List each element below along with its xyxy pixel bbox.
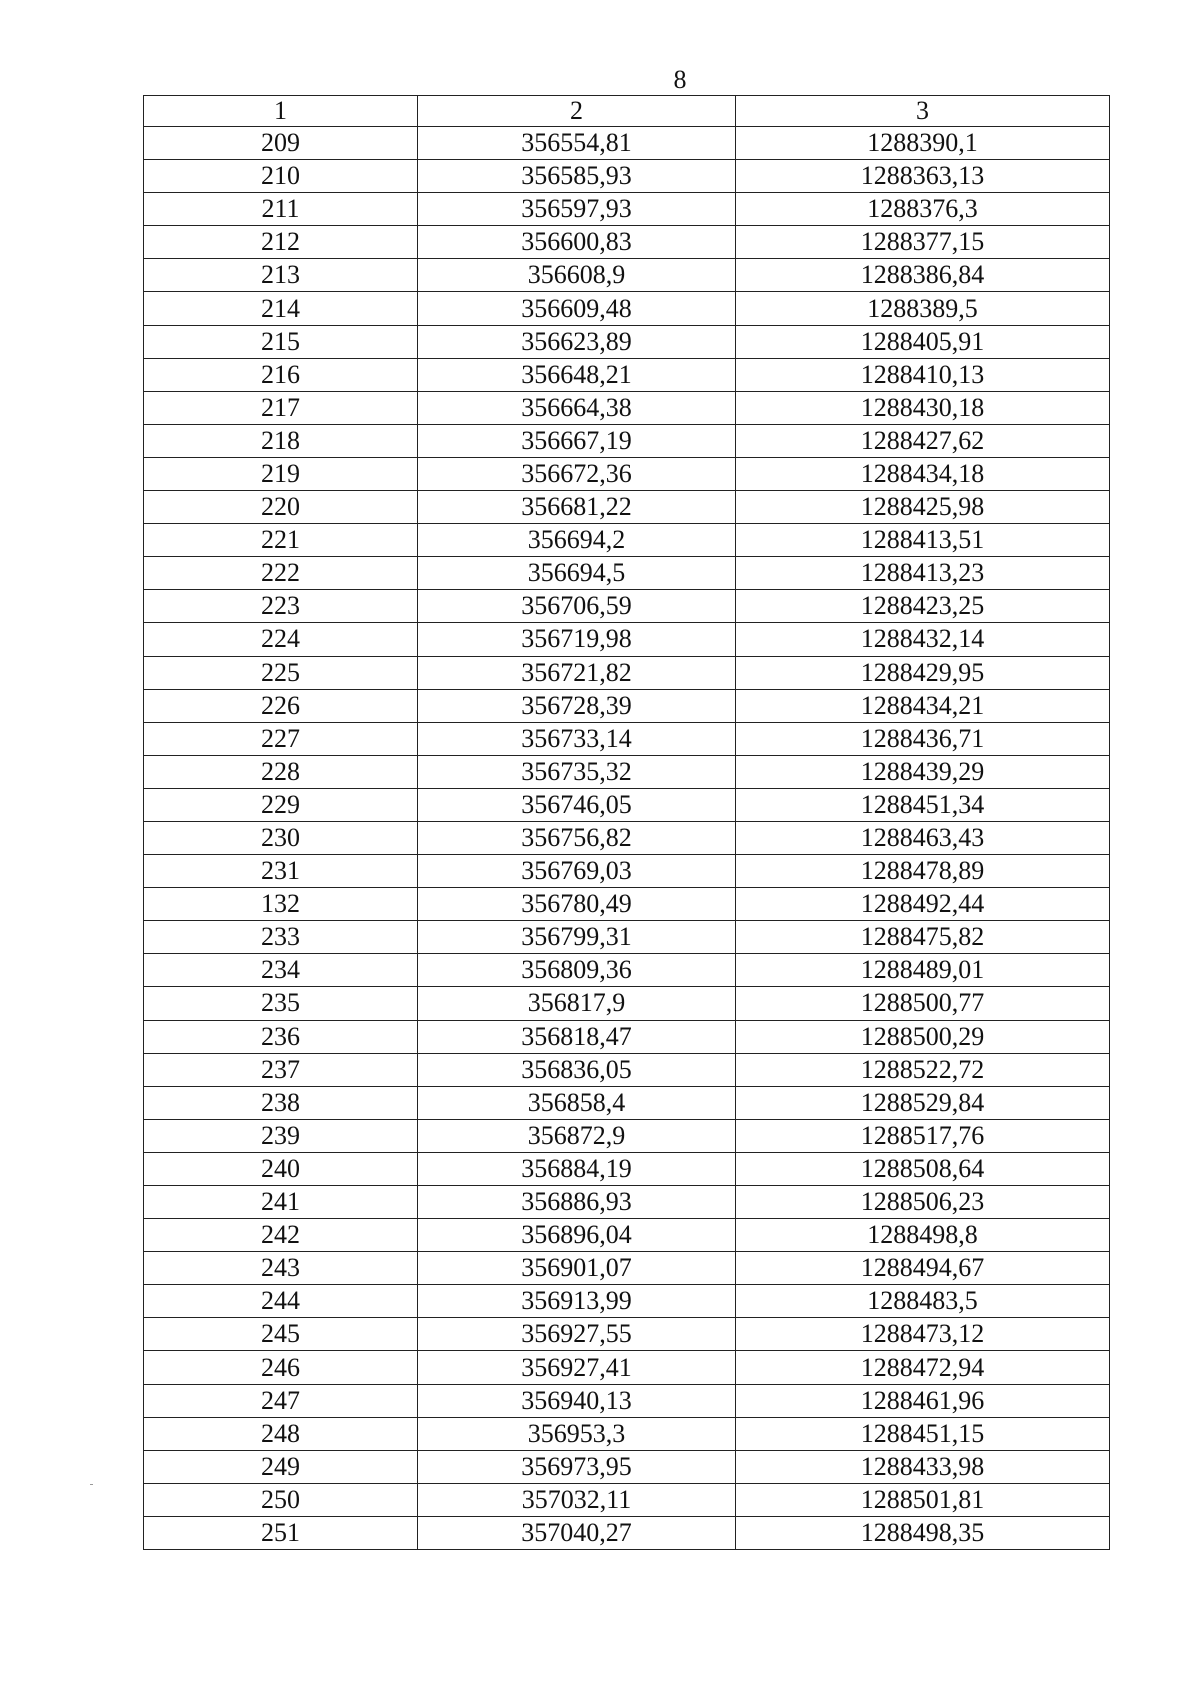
table-row xyxy=(144,1318,1110,1351)
cell-y-coordinate: 1288529,84 xyxy=(736,1086,1110,1119)
table-row xyxy=(144,1186,1110,1219)
page-number: 8 xyxy=(673,65,687,94)
cell-y-coordinate: 1288427,62 xyxy=(736,424,1110,457)
cell-y-coordinate: 1288434,21 xyxy=(736,689,1110,722)
cell-y-coordinate: 1288494,67 xyxy=(736,1252,1110,1285)
table-row xyxy=(144,590,1110,623)
cell-point-number: 230 xyxy=(144,821,418,854)
table-header-row xyxy=(144,96,1110,127)
cell-y-coordinate: 1288451,15 xyxy=(736,1417,1110,1450)
cell-y-coordinate: 1288390,1 xyxy=(736,127,1110,160)
cell-y-coordinate: 1288489,01 xyxy=(736,954,1110,987)
cell-y-coordinate: 1288498,8 xyxy=(736,1219,1110,1252)
table-row xyxy=(144,557,1110,590)
cell-y-coordinate: 1288492,44 xyxy=(736,888,1110,921)
cell-y-coordinate: 1288472,94 xyxy=(736,1351,1110,1384)
cell-point-number: 224 xyxy=(144,623,418,656)
cell-x-coordinate: 356809,36 xyxy=(418,954,736,987)
table-row xyxy=(144,888,1110,921)
table-row xyxy=(144,656,1110,689)
cell-x-coordinate: 356836,05 xyxy=(418,1053,736,1086)
cell-y-coordinate: 1288483,5 xyxy=(736,1285,1110,1318)
cell-y-coordinate: 1288498,35 xyxy=(736,1516,1110,1549)
table-body xyxy=(144,96,1110,1550)
cell-x-coordinate: 356913,99 xyxy=(418,1285,736,1318)
cell-point-number: 222 xyxy=(144,557,418,590)
cell-y-coordinate: 1288433,98 xyxy=(736,1450,1110,1483)
cell-x-coordinate: 356940,13 xyxy=(418,1384,736,1417)
table-row xyxy=(144,1483,1110,1516)
cell-point-number: 249 xyxy=(144,1450,418,1483)
cell-x-coordinate: 356597,93 xyxy=(418,193,736,226)
cell-x-coordinate: 356756,82 xyxy=(418,821,736,854)
cell-point-number: 221 xyxy=(144,524,418,557)
cell-y-coordinate: 1288386,84 xyxy=(736,259,1110,292)
cell-point-number: 216 xyxy=(144,358,418,391)
cell-x-coordinate: 356733,14 xyxy=(418,722,736,755)
cell-y-coordinate: 1288461,96 xyxy=(736,1384,1110,1417)
cell-point-number: 242 xyxy=(144,1219,418,1252)
table-row xyxy=(144,689,1110,722)
table-row xyxy=(144,1351,1110,1384)
cell-y-coordinate: 1288500,29 xyxy=(736,1020,1110,1053)
cell-y-coordinate: 1288463,43 xyxy=(736,821,1110,854)
cell-x-coordinate: 356554,81 xyxy=(418,127,736,160)
cell-point-number: 243 xyxy=(144,1252,418,1285)
cell-x-coordinate: 356818,47 xyxy=(418,1020,736,1053)
cell-point-number: 244 xyxy=(144,1285,418,1318)
cell-y-coordinate: 1288436,71 xyxy=(736,722,1110,755)
cell-point-number: 215 xyxy=(144,325,418,358)
cell-x-coordinate: 356694,5 xyxy=(418,557,736,590)
cell-x-coordinate: 356901,07 xyxy=(418,1252,736,1285)
cell-y-coordinate: 1288389,5 xyxy=(736,292,1110,325)
cell-point-number: 225 xyxy=(144,656,418,689)
table-row xyxy=(144,722,1110,755)
cell-point-number: 247 xyxy=(144,1384,418,1417)
cell-point-number: 234 xyxy=(144,954,418,987)
cell-point-number: 226 xyxy=(144,689,418,722)
table-row xyxy=(144,524,1110,557)
table-row xyxy=(144,391,1110,424)
cell-y-coordinate: 1288475,82 xyxy=(736,921,1110,954)
coordinates-table xyxy=(143,95,1110,1550)
table-row xyxy=(144,1450,1110,1483)
cell-point-number: 237 xyxy=(144,1053,418,1086)
table-row xyxy=(144,1053,1110,1086)
cell-x-coordinate: 356672,36 xyxy=(418,457,736,490)
cell-x-coordinate: 356681,22 xyxy=(418,491,736,524)
cell-y-coordinate: 1288423,25 xyxy=(736,590,1110,623)
table-row xyxy=(144,1119,1110,1152)
cell-x-coordinate: 356664,38 xyxy=(418,391,736,424)
cell-point-number: 210 xyxy=(144,160,418,193)
cell-point-number: 220 xyxy=(144,491,418,524)
cell-x-coordinate: 356735,32 xyxy=(418,755,736,788)
cell-point-number: 217 xyxy=(144,391,418,424)
table-row xyxy=(144,788,1110,821)
cell-point-number: 212 xyxy=(144,226,418,259)
table-row xyxy=(144,1417,1110,1450)
table-row xyxy=(144,1086,1110,1119)
cell-x-coordinate: 356728,39 xyxy=(418,689,736,722)
scan-speck xyxy=(90,1484,93,1485)
table-row xyxy=(144,160,1110,193)
cell-y-coordinate: 1288413,51 xyxy=(736,524,1110,557)
cell-point-number: 236 xyxy=(144,1020,418,1053)
cell-point-number: 233 xyxy=(144,921,418,954)
header-cell-x: 2 xyxy=(418,96,736,127)
table-row xyxy=(144,855,1110,888)
cell-x-coordinate: 356927,55 xyxy=(418,1318,736,1351)
cell-point-number: 229 xyxy=(144,788,418,821)
cell-y-coordinate: 1288478,89 xyxy=(736,855,1110,888)
cell-y-coordinate: 1288508,64 xyxy=(736,1152,1110,1185)
cell-point-number: 239 xyxy=(144,1119,418,1152)
cell-y-coordinate: 1288376,3 xyxy=(736,193,1110,226)
cell-point-number: 228 xyxy=(144,755,418,788)
cell-x-coordinate: 356746,05 xyxy=(418,788,736,821)
cell-point-number: 250 xyxy=(144,1483,418,1516)
cell-x-coordinate: 356953,3 xyxy=(418,1417,736,1450)
cell-y-coordinate: 1288522,72 xyxy=(736,1053,1110,1086)
table-row xyxy=(144,259,1110,292)
cell-x-coordinate: 356927,41 xyxy=(418,1351,736,1384)
cell-x-coordinate: 356694,2 xyxy=(418,524,736,557)
cell-y-coordinate: 1288425,98 xyxy=(736,491,1110,524)
cell-x-coordinate: 356600,83 xyxy=(418,226,736,259)
cell-x-coordinate: 356884,19 xyxy=(418,1152,736,1185)
cell-point-number: 211 xyxy=(144,193,418,226)
table-row xyxy=(144,457,1110,490)
cell-point-number: 213 xyxy=(144,259,418,292)
table-row xyxy=(144,1384,1110,1417)
table-row xyxy=(144,226,1110,259)
cell-point-number: 241 xyxy=(144,1186,418,1219)
table-row xyxy=(144,193,1110,226)
cell-y-coordinate: 1288439,29 xyxy=(736,755,1110,788)
cell-x-coordinate: 356973,95 xyxy=(418,1450,736,1483)
cell-y-coordinate: 1288434,18 xyxy=(736,457,1110,490)
table-row xyxy=(144,954,1110,987)
table-row xyxy=(144,1219,1110,1252)
table-row xyxy=(144,1152,1110,1185)
cell-x-coordinate: 356667,19 xyxy=(418,424,736,457)
table-row xyxy=(144,1020,1110,1053)
cell-point-number: 223 xyxy=(144,590,418,623)
cell-x-coordinate: 356623,89 xyxy=(418,325,736,358)
cell-x-coordinate: 356799,31 xyxy=(418,921,736,954)
cell-point-number: 246 xyxy=(144,1351,418,1384)
table-row xyxy=(144,358,1110,391)
cell-y-coordinate: 1288506,23 xyxy=(736,1186,1110,1219)
cell-point-number: 209 xyxy=(144,127,418,160)
cell-point-number: 248 xyxy=(144,1417,418,1450)
cell-point-number: 219 xyxy=(144,457,418,490)
cell-point-number: 240 xyxy=(144,1152,418,1185)
cell-x-coordinate: 356769,03 xyxy=(418,855,736,888)
cell-x-coordinate: 356780,49 xyxy=(418,888,736,921)
cell-point-number: 218 xyxy=(144,424,418,457)
table-row xyxy=(144,491,1110,524)
cell-x-coordinate: 356721,82 xyxy=(418,656,736,689)
cell-y-coordinate: 1288377,15 xyxy=(736,226,1110,259)
cell-x-coordinate: 356608,9 xyxy=(418,259,736,292)
cell-x-coordinate: 356648,21 xyxy=(418,358,736,391)
header-cell-point: 1 xyxy=(144,96,418,127)
cell-y-coordinate: 1288473,12 xyxy=(736,1318,1110,1351)
cell-x-coordinate: 357040,27 xyxy=(418,1516,736,1549)
cell-y-coordinate: 1288405,91 xyxy=(736,325,1110,358)
table-row xyxy=(144,1285,1110,1318)
cell-point-number: 227 xyxy=(144,722,418,755)
cell-point-number: 245 xyxy=(144,1318,418,1351)
table-row xyxy=(144,987,1110,1020)
cell-x-coordinate: 356858,4 xyxy=(418,1086,736,1119)
table-row xyxy=(144,424,1110,457)
cell-point-number: 235 xyxy=(144,987,418,1020)
cell-y-coordinate: 1288429,95 xyxy=(736,656,1110,689)
cell-y-coordinate: 1288413,23 xyxy=(736,557,1110,590)
table-row xyxy=(144,127,1110,160)
cell-y-coordinate: 1288363,13 xyxy=(736,160,1110,193)
cell-x-coordinate: 356609,48 xyxy=(418,292,736,325)
table-row xyxy=(144,1516,1110,1549)
cell-y-coordinate: 1288430,18 xyxy=(736,391,1110,424)
table-row xyxy=(144,921,1110,954)
cell-point-number: 214 xyxy=(144,292,418,325)
cell-x-coordinate: 357032,11 xyxy=(418,1483,736,1516)
cell-point-number: 132 xyxy=(144,888,418,921)
cell-y-coordinate: 1288517,76 xyxy=(736,1119,1110,1152)
table-row xyxy=(144,1252,1110,1285)
header-cell-y: 3 xyxy=(736,96,1110,127)
cell-y-coordinate: 1288432,14 xyxy=(736,623,1110,656)
cell-point-number: 251 xyxy=(144,1516,418,1549)
cell-x-coordinate: 356872,9 xyxy=(418,1119,736,1152)
cell-x-coordinate: 356585,93 xyxy=(418,160,736,193)
cell-y-coordinate: 1288500,77 xyxy=(736,987,1110,1020)
cell-y-coordinate: 1288451,34 xyxy=(736,788,1110,821)
cell-point-number: 231 xyxy=(144,855,418,888)
cell-x-coordinate: 356896,04 xyxy=(418,1219,736,1252)
table-row xyxy=(144,821,1110,854)
cell-y-coordinate: 1288410,13 xyxy=(736,358,1110,391)
cell-point-number: 238 xyxy=(144,1086,418,1119)
cell-x-coordinate: 356706,59 xyxy=(418,590,736,623)
cell-y-coordinate: 1288501,81 xyxy=(736,1483,1110,1516)
table-row xyxy=(144,623,1110,656)
cell-x-coordinate: 356886,93 xyxy=(418,1186,736,1219)
table-row xyxy=(144,292,1110,325)
table-row xyxy=(144,755,1110,788)
cell-x-coordinate: 356817,9 xyxy=(418,987,736,1020)
cell-x-coordinate: 356719,98 xyxy=(418,623,736,656)
table-row xyxy=(144,325,1110,358)
